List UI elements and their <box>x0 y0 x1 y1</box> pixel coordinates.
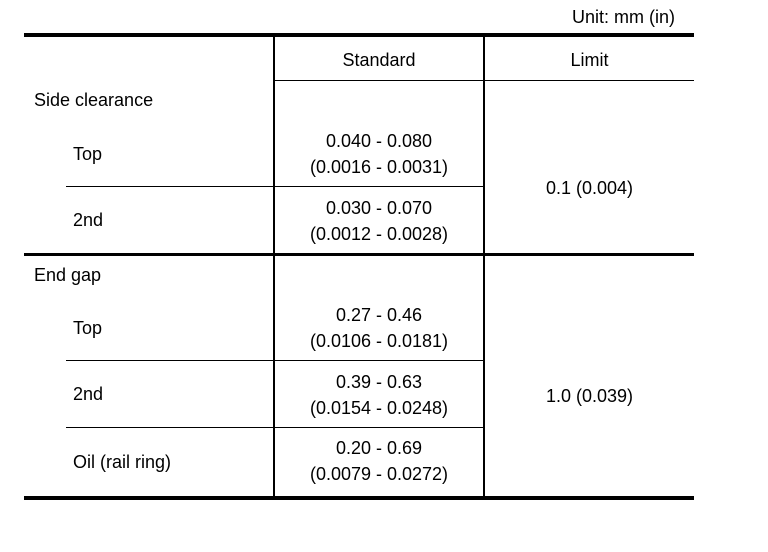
row-label-side-top: Top <box>73 144 103 164</box>
row-label-end-top: Top <box>73 318 103 338</box>
header-limit: Limit <box>570 50 609 70</box>
header-standard: Standard <box>342 50 416 70</box>
unit-label: Unit: mm (in) <box>572 7 675 27</box>
group-label-side-clearance: Side clearance <box>34 90 154 110</box>
standard-in: (0.0106 - 0.0181) <box>309 331 449 351</box>
standard-mm: 0.20 - 0.69 <box>335 438 423 458</box>
row-divider-end-2nd <box>66 427 484 428</box>
standard-mm: 0.27 - 0.46 <box>335 305 423 325</box>
group-label-end-gap: End gap <box>34 265 102 285</box>
standard-cell-end-top <box>275 302 483 354</box>
row-divider-end-top <box>66 360 484 361</box>
standard-mm: 0.040 - 0.080 <box>325 131 433 151</box>
standard-mm: 0.39 - 0.63 <box>335 372 423 392</box>
row-label-end-2nd: 2nd <box>73 384 104 404</box>
table-top-rule <box>24 33 694 37</box>
table-bottom-rule <box>24 496 694 500</box>
standard-in: (0.0012 - 0.0028) <box>309 224 449 244</box>
standard-cell-end-oil <box>275 435 483 487</box>
row-label-side-2nd: 2nd <box>73 210 104 230</box>
standard-in: (0.0154 - 0.0248) <box>309 398 449 418</box>
column-divider-limit <box>483 35 485 498</box>
group-divider-rule <box>24 253 694 256</box>
standard-mm: 0.030 - 0.070 <box>325 198 433 218</box>
row-divider-side-top <box>66 186 484 187</box>
limit-end-gap: 1.0 (0.039) <box>545 386 634 406</box>
column-divider-standard <box>273 35 275 498</box>
standard-cell-end-2nd <box>275 369 483 421</box>
standard-cell-side-top <box>275 128 483 180</box>
standard-in: (0.0079 - 0.0272) <box>309 464 449 484</box>
standard-in: (0.0016 - 0.0031) <box>309 157 449 177</box>
standard-cell-side-2nd <box>275 195 483 247</box>
row-label-end-oil: Oil (rail ring) <box>73 452 172 472</box>
limit-side-clearance: 0.1 (0.004) <box>545 178 634 198</box>
